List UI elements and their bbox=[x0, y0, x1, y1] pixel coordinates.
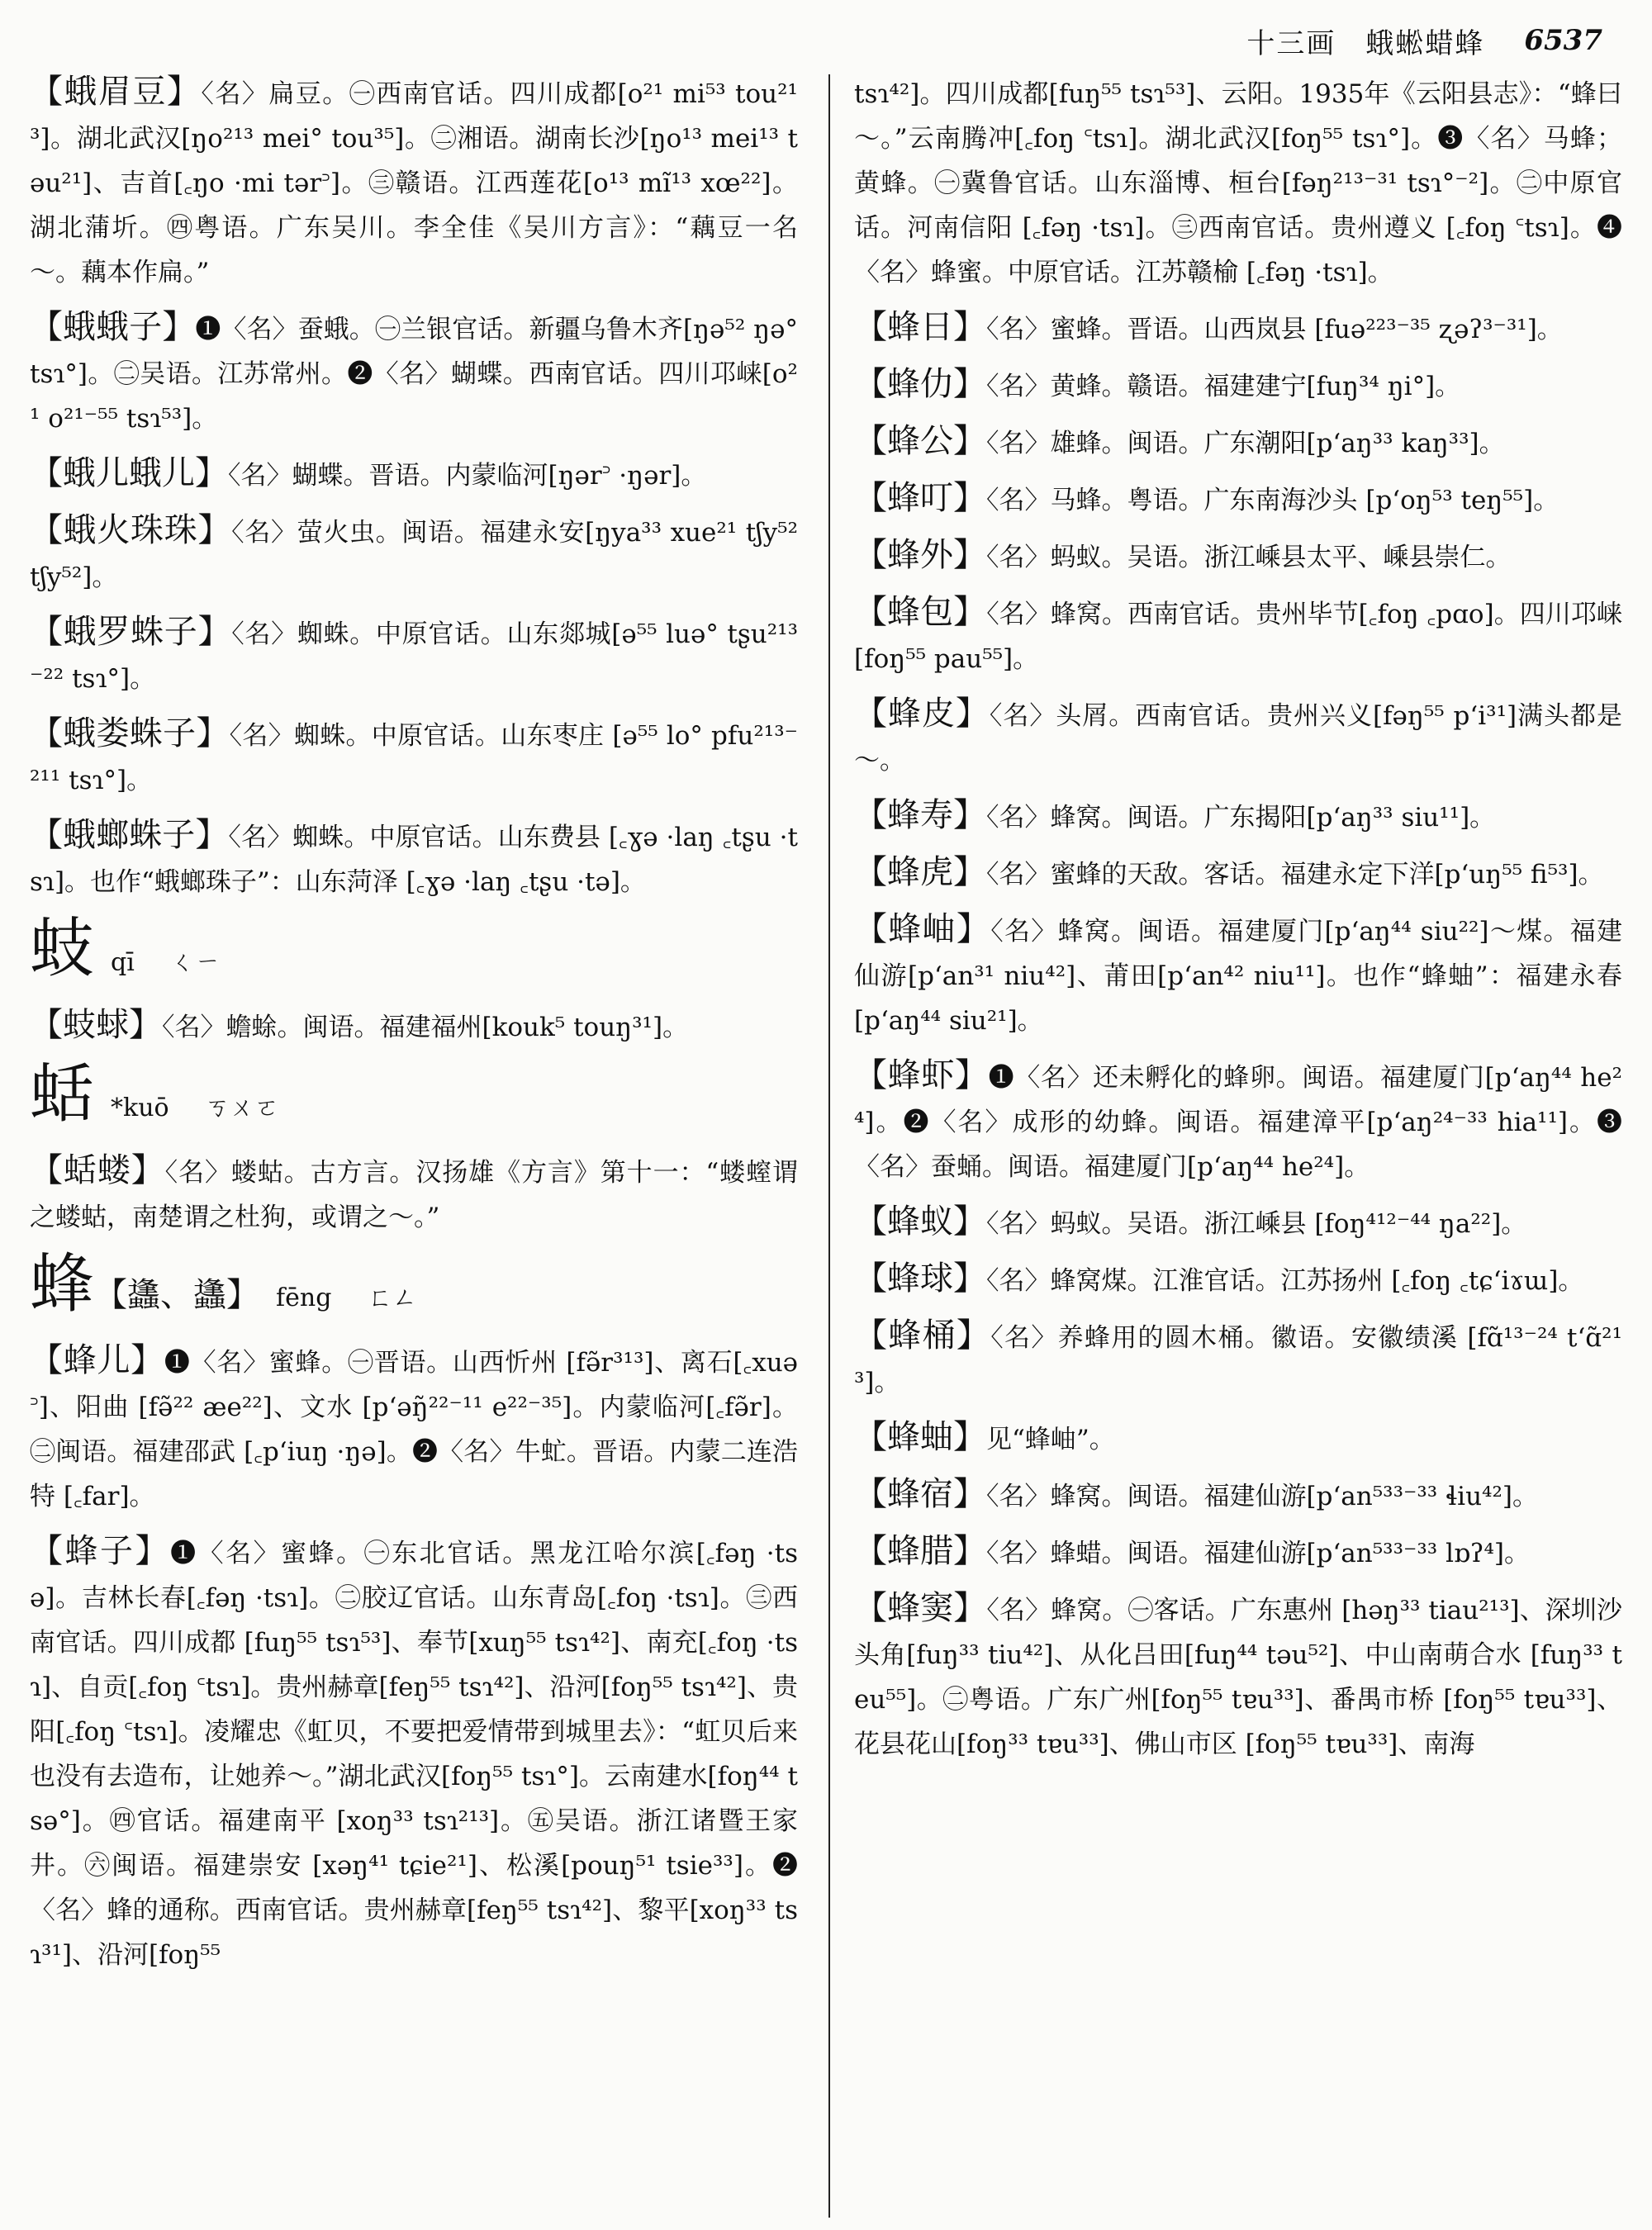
entry-definition: 〈名〉马蜂。粤语。广东南海沙头 [pʻoŋ⁵³ teŋ⁵⁵]。 bbox=[986, 486, 1559, 515]
pinyin: fēng bbox=[276, 1283, 332, 1312]
zhuyin: ㄈㄥ bbox=[367, 1283, 417, 1312]
entry-definition: 〈名〉雄蜂。闽语。广东潮阳[pʻaŋ³³ kaŋ³³]。 bbox=[986, 429, 1505, 458]
entry-definition: 〈名〉蜂蜡。闽语。福建仙游[pʻan⁵³³⁻³³ lɒʔ⁴]。 bbox=[986, 1539, 1530, 1568]
dictionary-entry bbox=[30, 1148, 798, 1240]
character-heading-qi bbox=[30, 912, 798, 996]
dictionary-entry bbox=[854, 691, 1622, 783]
entry-headword: 【蜂外】 bbox=[854, 536, 986, 574]
entry-definition: ❶〈名〉还未孵化的蜂卵。闽语。福建厦门[pʻaŋ⁴⁴ he²⁴]。❷〈名〉成形的幼蜂。闽语。福建漳平[pʻaŋ²⁴⁻³³ hia¹¹]。❸〈名〉蚕蛹。闽语。福建厦门[pʻaŋ⁴⁴ he²⁴]。 bbox=[854, 1063, 1622, 1182]
zhuyin: ㄑㄧ bbox=[170, 948, 221, 977]
character: 蛞 bbox=[30, 1057, 95, 1132]
entry-definition: 〈名〉蜂窝煤。江淮官话。江苏扬州 [꜀foŋ ꜀tɕʻiɤɯ]。 bbox=[986, 1266, 1584, 1296]
entry-definition: tsɿ⁴²]。四川成都[fuŋ⁵⁵ tsɿ⁵³]、云阳。1935年《云阳县志》：“蜂曰～。”云南腾冲[꜀foŋ ꜂tsɿ]。湖北武汉[foŋ⁵⁵ tsɿ°]。❸〈名〉马蜂；黄蜂。㊀冀鲁官话。山东淄博、桓台[fəŋ²¹³⁻³¹ tsɿ°⁻²]。㊁中原官话。河南信阳 [꜀fəŋ ·tsɿ]。㊂西南官话。贵州遵义 [꜀foŋ ꜂tsɿ]。❹〈名〉蜂蜜。中原官话。江苏赣榆 [꜀fəŋ ·tsɿ]。 bbox=[854, 79, 1622, 287]
entry-definition: 〈名〉蜜蜂的天敌。客话。福建永定下洋[pʻuŋ⁵⁵ fi⁵³]。 bbox=[986, 860, 1604, 890]
entry-headword: 【蜂球】 bbox=[854, 1260, 986, 1298]
dictionary-entry bbox=[854, 476, 1622, 523]
entry-headword: 【蛾火珠珠】 bbox=[30, 511, 232, 549]
entry-headword: 【蛾罗蛛子】 bbox=[30, 613, 232, 651]
entry-list-kuo bbox=[30, 1148, 798, 1240]
entry-definition: 〈名〉蜜蜂。晋语。山西岚县 [fuə²²³⁻³⁵ ʐəʔ³⁻³¹]。 bbox=[986, 315, 1563, 344]
variant-forms: 【蠭、蠭】 bbox=[94, 1276, 260, 1314]
dictionary-entry bbox=[30, 1338, 798, 1519]
dictionary-entry bbox=[854, 1586, 1622, 1767]
dictionary-entry bbox=[854, 1199, 1622, 1246]
dictionary-entry bbox=[854, 1529, 1622, 1576]
entry-definition: 〈名〉萤火虫。闽语。福建永安[ŋya³³ xue²¹ tʃy⁵² tʃy⁵²]。 bbox=[30, 518, 798, 592]
entry-headword: 【蜂宿】 bbox=[854, 1475, 986, 1513]
entry-headword: 【蜂虾】 bbox=[854, 1056, 989, 1094]
entry-definition: 〈名〉蜂窝。闽语。福建仙游[pʻan⁵³³⁻³³ ɬiu⁴²]。 bbox=[986, 1482, 1538, 1511]
entry-definition: 见“蜂岫”。 bbox=[986, 1425, 1115, 1454]
dictionary-entry bbox=[854, 1053, 1622, 1189]
entry-definition: 〈名〉养蜂用的圆木桶。徽语。安徽绩溪 [fɑ̃¹³⁻²⁴ tʻɑ̃²¹³]。 bbox=[854, 1323, 1622, 1397]
entry-headword: 【蜂腊】 bbox=[854, 1532, 986, 1570]
entry-definition: 〈名〉蝴蝶。晋语。内蒙临河[ŋər꜄ ·ŋər]。 bbox=[228, 461, 707, 491]
dictionary-entry bbox=[30, 69, 798, 295]
entry-headword: 【蜂儿】 bbox=[30, 1341, 164, 1379]
dictionary-entry bbox=[854, 907, 1622, 1043]
entry-definition: 〈名〉黄蜂。赣语。福建建宁[fuŋ³⁴ ŋi°]。 bbox=[986, 372, 1461, 401]
entry-headword: 【蜂包】 bbox=[854, 593, 987, 631]
dictionary-entry bbox=[30, 813, 798, 904]
column-divider bbox=[828, 74, 830, 2218]
entry-headword: 【蜂叮】 bbox=[854, 479, 986, 517]
entry-definition: 〈名〉蝼蛄。古方言。汉扬雄《方言》第十一：“蝼螲谓之蝼蛄，南楚谓之杜狗，或谓之～。” bbox=[30, 1158, 798, 1232]
left-column bbox=[30, 69, 798, 2217]
entry-headword: 【蜂皮】 bbox=[854, 695, 990, 733]
entry-headword: 【蜂仂】 bbox=[854, 365, 986, 403]
entry-headword: 【蜂日】 bbox=[854, 308, 986, 346]
entry-list-right bbox=[854, 69, 1622, 1767]
entry-headword: 【蜂岫】 bbox=[854, 910, 991, 948]
dictionary-entry bbox=[854, 533, 1622, 580]
dictionary-entry bbox=[854, 1256, 1622, 1303]
entry-definition: 〈名〉蚂蚁。吴语。浙江嵊县太平、嵊县崇仁。 bbox=[986, 543, 1512, 572]
dictionary-entry bbox=[854, 1472, 1622, 1519]
entry-headword: 【蜂桶】 bbox=[854, 1317, 991, 1355]
dictionary-entry bbox=[30, 1003, 798, 1050]
entry-definition: 〈名〉蜂窝。闽语。福建厦门[pʻaŋ⁴⁴ siu²²]～煤。福建仙游[pʻan³¹ niu⁴²]、莆田[pʻan⁴² niu¹¹]。也作“蜂蚰”：福建永春[pʻaŋ⁴⁴ siu²¹]。 bbox=[854, 917, 1622, 1036]
dictionary-entry bbox=[30, 711, 798, 803]
page-number: 6537 bbox=[1524, 24, 1602, 57]
entry-definition: ❶〈名〉蜜蜂。㊀东北官话。黑龙江哈尔滨[꜀fəŋ ·tsə]。吉林长春[꜀fəŋ ·tsɿ]。㊁胶辽官话。山东青岛[꜀foŋ ·tsɿ]。㊂西南官话。四川成都 [fuŋ⁵⁵ tsɿ⁵³]、奉节[xuŋ⁵⁵ tsɿ⁴²]、南充[꜀foŋ ·tsɿ]、自贡[꜀foŋ ꜂tsɿ]。贵州赫章[feŋ⁵⁵ tsɿ⁴²]、沿河[foŋ⁵⁵ tsɿ⁴²]、贵阳[꜀foŋ ꜂tsɿ]。凌耀忠《虹贝，不要把爱情带到城里去》：“虹贝后来也没有去造布，让她养～。”湖北武汉[foŋ⁵⁵ tsɿ°]。云南建水[foŋ⁴⁴ tsə°]。㊃官话。福建南平 [xoŋ³³ tsɿ²¹³]。㊄吴语。浙江诸暨王家井。㊅闽语。福建崇安 [xəŋ⁴¹ tɕie²¹]、松溪[pouŋ⁵¹ tsie³³]。❷〈名〉蜂的通称。西南官话。贵州赫章[feŋ⁵⁵ tsɿ⁴²]、黎平[xoŋ³³ tsɿ³¹]、沿河[foŋ⁵⁵ bbox=[30, 1539, 798, 1970]
dictionary-entry bbox=[30, 508, 798, 600]
dictionary-entry bbox=[854, 793, 1622, 840]
character-heading-kuo bbox=[30, 1057, 798, 1141]
entry-definition: ❶〈名〉蜜蜂。㊀晋语。山西忻州 [fə̃r³¹³]、离石[꜀xuə꜄]、阳曲 [fə̃²² æe²²]、文水 [pʻəŋ̃²²⁻¹¹ e²²⁻³⁵]。内蒙临河[꜀fə̃r]。㊁闽语。福建邵武 [꜀pʻiuŋ ·ŋə]。❷〈名〉牛虻。晋语。内蒙二连浩特 [꜀far]。 bbox=[30, 1348, 798, 1511]
entry-headword: 【蛾螂蛛子】 bbox=[30, 816, 229, 854]
entry-definition: 〈名〉蜘蛛。中原官话。山东枣庄 [ə⁵⁵ lo° pfu²¹³⁻²¹¹ tsɿ°]。 bbox=[30, 721, 798, 795]
entry-headword: 【蜂蚁】 bbox=[854, 1203, 986, 1241]
entry-headword: 【蛞蝼】 bbox=[30, 1151, 165, 1189]
entry-definition: 〈名〉头屑。西南官话。贵州兴义[fəŋ⁵⁵ pʻi³¹]满头都是～。 bbox=[854, 701, 1622, 776]
dictionary-entry bbox=[30, 610, 798, 701]
entry-list-qi bbox=[30, 1003, 798, 1050]
entry-headword: 【蜂蚰】 bbox=[854, 1418, 986, 1456]
entry-headword: 【蜂虎】 bbox=[854, 853, 986, 891]
dictionary-entry bbox=[854, 69, 1622, 295]
dictionary-entry bbox=[854, 850, 1622, 897]
entry-headword: 【蛾眉豆】 bbox=[30, 73, 202, 111]
entry-definition: 〈名〉扁豆。㊀西南官话。四川成都[o²¹ mi⁵³ tou²¹³]。湖北武汉[ŋo²¹³ mei° tou³⁵]。㊁湘语。湖南长沙[ŋo¹³ mei¹³ təu²¹]、吉首[꜀ŋo ·mi tər꜄]。㊂赣语。江西莲花[o¹³ mĩ¹³ xœ²²]。湖北蒲圻。㊃粤语。广东吴川。李全佳《吴川方言》：“藕豆一名～。藕本作扁。” bbox=[30, 79, 798, 287]
entry-headword: 【蚑蛷】 bbox=[30, 1006, 162, 1044]
dictionary-entry bbox=[854, 362, 1622, 409]
dictionary-entry bbox=[30, 1529, 798, 1977]
entry-definition: 〈名〉蜂窝。西南官话。贵州毕节[꜀foŋ ꜀pɑo]。四川邛崃[foŋ⁵⁵ pau⁵⁵]。 bbox=[854, 600, 1622, 674]
entry-definition: 〈名〉蟾蜍。闽语。福建福州[kouk⁵ touŋ³¹]。 bbox=[162, 1013, 689, 1042]
pinyin: *kuō bbox=[111, 1094, 169, 1122]
character: 蜂 bbox=[30, 1247, 95, 1321]
entry-headword: 【蛾娄蛛子】 bbox=[30, 714, 230, 752]
entry-list-feng-left bbox=[30, 1338, 798, 1977]
entry-definition: 〈名〉蜘蛛。中原官话。山东费县 [꜀ɣə ·laŋ ꜀tʂu ·tsɿ]。也作“蛾螂珠子”：山东菏泽 [꜀ɣə ·laŋ ꜀tʂu ·tə]。 bbox=[30, 823, 798, 897]
dictionary-entry bbox=[30, 305, 798, 441]
entry-list-left bbox=[30, 69, 798, 904]
character-heading-feng bbox=[30, 1247, 798, 1331]
dictionary-entry bbox=[30, 451, 798, 498]
entry-headword: 【蛾儿蛾儿】 bbox=[30, 454, 228, 492]
page-header bbox=[0, 15, 1602, 66]
entry-headword: 【蜂公】 bbox=[854, 422, 986, 460]
dictionary-entry bbox=[854, 1313, 1622, 1405]
character: 蚑 bbox=[30, 912, 95, 986]
entry-definition: ❶〈名〉蚕蛾。㊀兰银官话。新疆乌鲁木齐[ŋə⁵² ŋə° tsɿ°]。㊁吴语。江苏常州。❷〈名〉蝴蝶。西南官话。四川邛崃[o²¹ o²¹⁻⁵⁵ tsɿ⁵³]。 bbox=[30, 315, 798, 434]
dictionary-entry bbox=[854, 419, 1622, 466]
entry-headword: 【蜂子】 bbox=[30, 1532, 171, 1570]
running-head: 十三画 蛾蜙蜡蜂 bbox=[1246, 26, 1485, 60]
entry-headword: 【蜂窦】 bbox=[854, 1589, 987, 1627]
entry-definition: 〈名〉蜂窝。㊀客话。广东惠州 [həŋ³³ tiau²¹³]、深圳沙头角[fuŋ³³ tiu⁴²]、从化吕田[fuŋ⁴⁴ təu⁵²]、中山南萌合水 [fuŋ³³ teu⁵⁵]。㊁粤语。广东广州[foŋ⁵⁵ tɐu³³]、番禺市桥 [foŋ⁵⁵ tɐu³³]、花县花山[foŋ³³ tɐu³³]、佛山市区 [foŋ⁵⁵ tɐu³³]、南海 bbox=[854, 1596, 1622, 1759]
dictionary-entry bbox=[854, 1415, 1622, 1462]
right-column bbox=[854, 69, 1622, 2217]
zhuyin: ㄎㄨㄛ bbox=[205, 1094, 280, 1122]
entry-definition: 〈名〉蜘蛛。中原官话。山东郯城[ə⁵⁵ luə° tʂu²¹³⁻²² tsɿ°]。 bbox=[30, 619, 798, 694]
entry-definition: 〈名〉蜂窝。闽语。广东揭阳[pʻaŋ³³ siu¹¹]。 bbox=[986, 803, 1496, 833]
dictionary-entry bbox=[854, 305, 1622, 352]
dictionary-entry bbox=[854, 590, 1622, 681]
entry-headword: 【蛾蛾子】 bbox=[30, 308, 196, 346]
pinyin: qī bbox=[111, 948, 135, 977]
entry-headword: 【蜂寿】 bbox=[854, 796, 986, 834]
entry-definition: 〈名〉蚂蚁。吴语。浙江嵊县 [foŋ⁴¹²⁻⁴⁴ ŋa²²]。 bbox=[986, 1209, 1527, 1239]
